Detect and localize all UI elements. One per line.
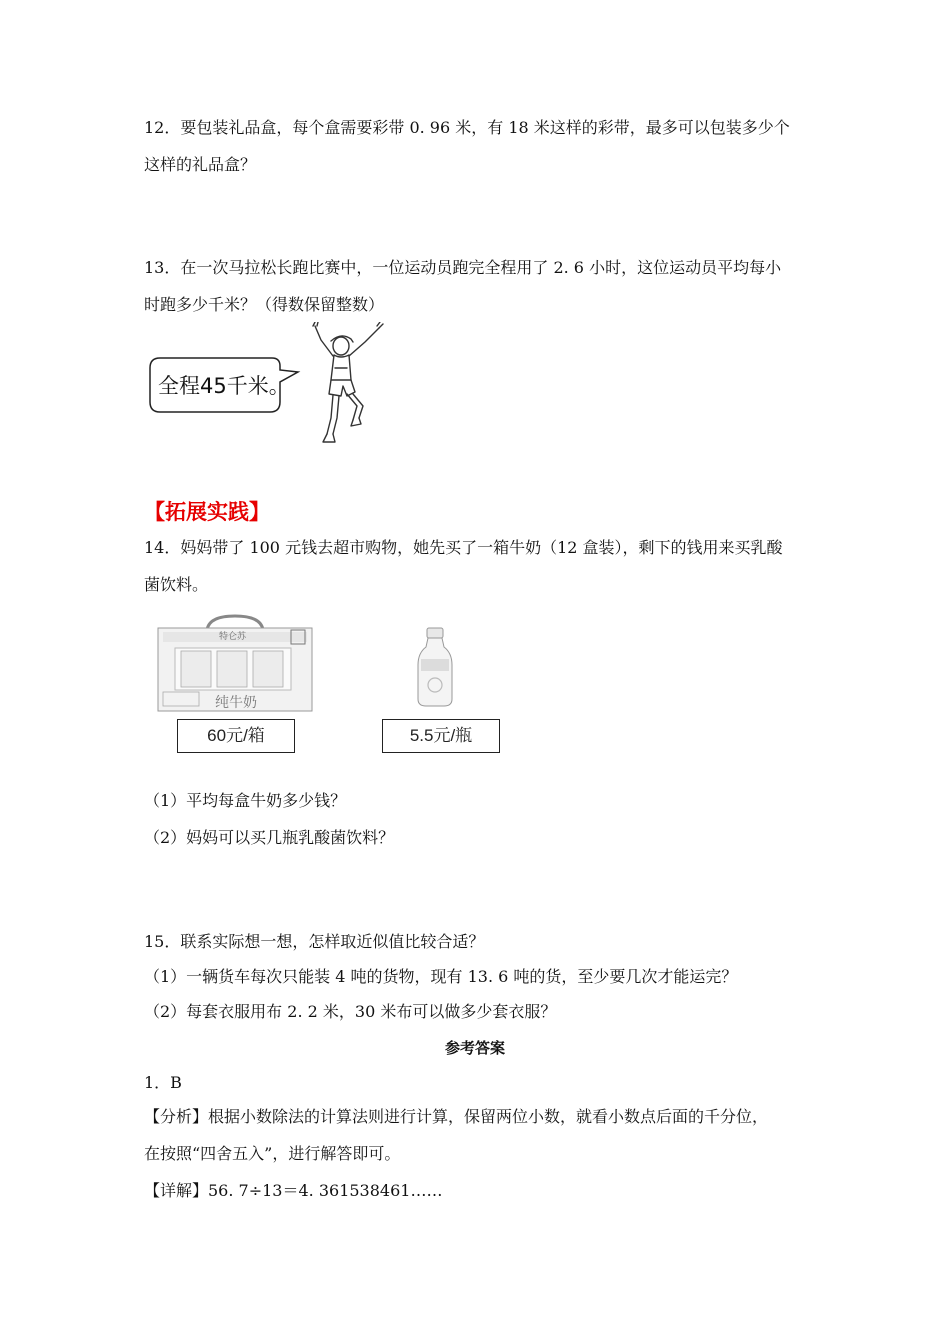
section-title: 【拓展实践】 (144, 500, 270, 524)
q15-sub2: （2）每套衣服用布 2. 2 米，30 米布可以做多少套衣服？ (144, 1002, 557, 1021)
yogurt-drink-bottle-image (414, 627, 456, 707)
answer-1: 1．B (144, 1073, 182, 1092)
q15-text-line1: 15．联系实际想一想，怎样取近似值比较合适？ (144, 932, 485, 951)
q14-sub2: （2）妈妈可以买几瓶乳酸菌饮料？ (144, 828, 395, 847)
milk-label-text: 纯牛奶 (215, 695, 257, 711)
q12-text-line1: 12．要包装礼品盒，每个盒需要彩带 0. 96 米，有 18 米这样的彩带，最多可以包装多少个 (144, 118, 790, 137)
milk-brand-text: 特仑苏 (219, 632, 247, 642)
milk-price-box: 60元/箱 (177, 719, 295, 753)
drink-price-box: 5.5元/瓶 (382, 719, 500, 753)
q14-sub1: （1）平均每盒牛奶多少钱？ (144, 791, 347, 810)
milk-box-image (157, 614, 313, 712)
q15-sub1: （1）一辆货车每次只能装 4 吨的货物，现有 13. 6 吨的货，至少要几次才能运完？ (144, 967, 738, 986)
speech-bubble (146, 356, 306, 416)
q14-text-line2: 菌饮料。 (144, 575, 209, 594)
runner-illustration (305, 322, 395, 450)
answers-heading: 参考答案 (444, 1039, 505, 1057)
detail-line: 【详解】56. 7÷13＝4. 361538461…… (144, 1181, 443, 1200)
analysis-line1: 【分析】根据小数除法的计算法则进行计算，保留两位小数，就看小数点后面的千分位， (144, 1107, 769, 1126)
analysis-line2: 在按照“四舍五入”，进行解答即可。 (144, 1144, 401, 1163)
q13-text-line2: 时跑多少千米？（得数保留整数） (144, 295, 385, 314)
q14-text-line1: 14．妈妈带了 100 元钱去超市购物，她先买了一箱牛奶（12 盒装），剩下的钱用来买乳酸 (144, 538, 783, 557)
q13-text-line1: 13．在一次马拉松长跑比赛中，一位运动员跑完全程用了 2. 6 小时，这位运动员平均每小 (144, 258, 782, 277)
bubble-text: 全程45千米。 (158, 374, 290, 398)
q12-text-line2: 这样的礼品盒？ (144, 155, 257, 174)
